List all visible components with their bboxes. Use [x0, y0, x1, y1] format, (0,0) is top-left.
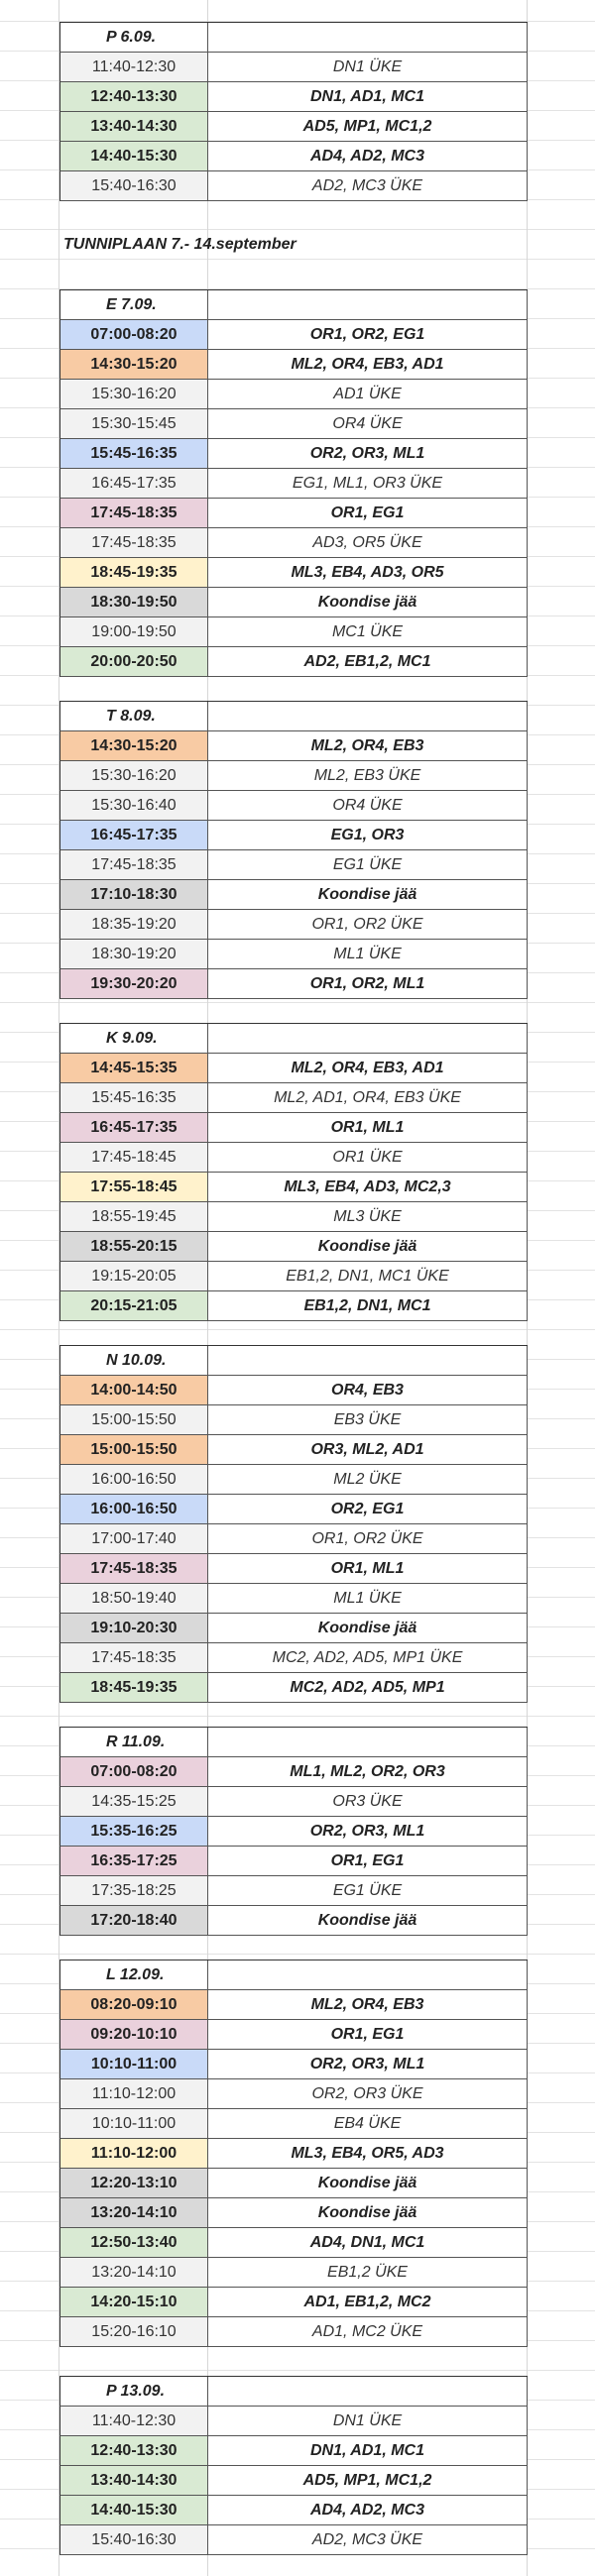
empty-cell[interactable] [208, 1960, 528, 1990]
time-cell[interactable]: 17:45-18:35 [60, 1643, 208, 1673]
groups-cell[interactable]: AD1 ÜKE [208, 380, 528, 409]
groups-cell[interactable]: OR1, OR2, ML1 [208, 969, 528, 999]
time-cell[interactable]: 07:00-08:20 [60, 1757, 208, 1787]
schedule-row [60, 2466, 528, 2496]
groups-cell[interactable]: AD4, AD2, MC3 [208, 142, 528, 171]
day-block [60, 22, 528, 201]
groups-cell[interactable]: Koondise jää [208, 588, 528, 617]
time-cell[interactable]: 15:40-16:30 [60, 171, 208, 201]
day-heading[interactable]: N 10.09. [60, 1346, 208, 1376]
time-cell[interactable]: 14:20-15:10 [60, 2288, 208, 2317]
groups-cell[interactable]: DN1, AD1, MC1 [208, 2436, 528, 2466]
schedule-row [60, 2288, 528, 2317]
time-cell[interactable]: 10:10-11:00 [60, 2109, 208, 2139]
schedule-row [60, 1584, 528, 1614]
schedule-title: TUNNIPLAAN 7.- 14.september [63, 236, 297, 253]
schedule-row [60, 2525, 528, 2555]
time-cell[interactable]: 13:20-14:10 [60, 2198, 208, 2228]
time-cell[interactable]: 07:00-08:20 [60, 320, 208, 350]
schedule-row [60, 2139, 528, 2169]
time-cell[interactable]: 19:30-20:20 [60, 969, 208, 999]
schedule-row [60, 1054, 528, 1083]
schedule-row [60, 1232, 528, 1262]
groups-cell[interactable]: OR2, EG1 [208, 1495, 528, 1524]
schedule-row [60, 821, 528, 850]
time-cell[interactable]: 16:00-16:50 [60, 1495, 208, 1524]
schedule-row [60, 1643, 528, 1673]
day-header-row [60, 1728, 528, 1757]
schedule-row [60, 1787, 528, 1817]
time-cell[interactable]: 11:40-12:30 [60, 53, 208, 82]
time-cell[interactable]: 18:45-19:35 [60, 558, 208, 588]
schedule-row [60, 171, 528, 201]
time-cell[interactable]: 18:30-19:50 [60, 588, 208, 617]
groups-cell[interactable]: OR4 ÜKE [208, 409, 528, 439]
day-header-row [60, 290, 528, 320]
groups-cell[interactable]: EG1 ÜKE [208, 1876, 528, 1906]
groups-cell[interactable]: OR1, ML1 [208, 1113, 528, 1143]
schedule-row [60, 2258, 528, 2288]
groups-cell[interactable]: EB1,2, DN1, MC1 [208, 1291, 528, 1321]
schedule-row [60, 880, 528, 910]
schedule-row [60, 2169, 528, 2198]
schedule-row [60, 588, 528, 617]
groups-cell[interactable]: AD1, EB1,2, MC2 [208, 2288, 528, 2317]
time-cell[interactable]: 15:30-16:40 [60, 791, 208, 821]
schedule-row [60, 1614, 528, 1643]
groups-cell[interactable]: DN1 ÜKE [208, 2407, 528, 2436]
time-cell[interactable]: 11:40-12:30 [60, 2407, 208, 2436]
groups-cell[interactable]: ML3, EB4, AD3, MC2,3 [208, 1173, 528, 1202]
day-heading[interactable]: P 6.09. [60, 23, 208, 53]
time-cell[interactable]: 18:30-19:20 [60, 940, 208, 969]
time-cell[interactable]: 13:20-14:10 [60, 2258, 208, 2288]
groups-cell[interactable]: AD2, MC3 ÜKE [208, 2525, 528, 2555]
time-cell[interactable]: 16:35-17:25 [60, 1847, 208, 1876]
groups-cell[interactable]: MC1 ÜKE [208, 617, 528, 647]
groups-cell[interactable]: EB3 ÜKE [208, 1405, 528, 1435]
time-cell[interactable]: 18:50-19:40 [60, 1584, 208, 1614]
time-cell[interactable]: 17:45-18:45 [60, 1143, 208, 1173]
time-cell[interactable]: 16:45-17:35 [60, 1113, 208, 1143]
day-header-row [60, 1024, 528, 1054]
schedule-row [60, 82, 528, 112]
schedule-row [60, 2407, 528, 2436]
time-cell[interactable]: 14:30-15:20 [60, 731, 208, 761]
schedule-row [60, 2317, 528, 2347]
schedule-row [60, 53, 528, 82]
schedule-row [60, 142, 528, 171]
groups-cell[interactable]: ML3, EB4, AD3, OR5 [208, 558, 528, 588]
time-cell[interactable]: 17:45-18:35 [60, 1554, 208, 1584]
groups-cell[interactable]: AD2, MC3 ÜKE [208, 171, 528, 201]
groups-cell[interactable]: Koondise jää [208, 1906, 528, 1936]
groups-cell[interactable]: EB1,2 ÜKE [208, 2258, 528, 2288]
day-block [60, 1960, 528, 2347]
groups-cell[interactable]: OR1, OR2 ÜKE [208, 1524, 528, 1554]
groups-cell[interactable]: AD5, MP1, MC1,2 [208, 2466, 528, 2496]
time-cell[interactable]: 16:45-17:35 [60, 821, 208, 850]
groups-cell[interactable]: OR3 ÜKE [208, 1787, 528, 1817]
schedule-row [60, 1143, 528, 1173]
day-heading[interactable]: T 8.09. [60, 702, 208, 731]
time-cell[interactable]: 12:40-13:30 [60, 2436, 208, 2466]
time-cell[interactable]: 13:40-14:30 [60, 112, 208, 142]
schedule-row [60, 1376, 528, 1405]
time-cell[interactable]: 09:20-10:10 [60, 2020, 208, 2050]
groups-cell[interactable]: MC2, AD2, AD5, MP1 ÜKE [208, 1643, 528, 1673]
time-cell[interactable]: 14:45-15:35 [60, 1054, 208, 1083]
groups-cell[interactable]: OR2, OR3, ML1 [208, 1817, 528, 1847]
time-cell[interactable]: 15:35-16:25 [60, 1817, 208, 1847]
schedule-row [60, 1906, 528, 1936]
schedule-row [60, 1083, 528, 1113]
time-cell[interactable]: 11:10-12:00 [60, 2079, 208, 2109]
time-cell[interactable]: 18:55-20:15 [60, 1232, 208, 1262]
day-heading[interactable]: R 11.09. [60, 1728, 208, 1757]
day-heading[interactable]: K 9.09. [60, 1024, 208, 1054]
time-cell[interactable]: 18:45-19:35 [60, 1673, 208, 1703]
groups-cell[interactable]: AD2, EB1,2, MC1 [208, 647, 528, 677]
groups-cell[interactable]: AD5, MP1, MC1,2 [208, 112, 528, 142]
time-cell[interactable]: 17:45-18:35 [60, 499, 208, 528]
time-cell[interactable]: 17:45-18:35 [60, 850, 208, 880]
time-cell[interactable]: 14:00-14:50 [60, 1376, 208, 1405]
groups-cell[interactable]: DN1, AD1, MC1 [208, 82, 528, 112]
groups-cell[interactable]: Koondise jää [208, 2169, 528, 2198]
time-cell[interactable]: 19:15-20:05 [60, 1262, 208, 1291]
groups-cell[interactable]: ML1 ÜKE [208, 1584, 528, 1614]
schedule-row [60, 910, 528, 940]
groups-cell[interactable]: ML1 ÜKE [208, 940, 528, 969]
day-header-row [60, 702, 528, 731]
schedule-row [60, 940, 528, 969]
schedule-row [60, 1673, 528, 1703]
schedule-row [60, 1202, 528, 1232]
groups-cell[interactable]: AD4, DN1, MC1 [208, 2228, 528, 2258]
time-cell[interactable]: 15:30-16:20 [60, 380, 208, 409]
schedule-row [60, 350, 528, 380]
time-cell[interactable]: 14:35-15:25 [60, 1787, 208, 1817]
time-cell[interactable]: 17:35-18:25 [60, 1876, 208, 1906]
groups-cell[interactable]: ML3, EB4, OR5, AD3 [208, 2139, 528, 2169]
time-cell[interactable]: 15:00-15:50 [60, 1405, 208, 1435]
time-cell[interactable]: 14:40-15:30 [60, 2496, 208, 2525]
day-heading[interactable]: P 13.09. [60, 2377, 208, 2407]
time-cell[interactable]: 13:40-14:30 [60, 2466, 208, 2496]
day-heading[interactable]: E 7.09. [60, 290, 208, 320]
schedule-row [60, 409, 528, 439]
time-cell[interactable]: 15:40-16:30 [60, 2525, 208, 2555]
groups-cell[interactable]: MC2, AD2, AD5, MP1 [208, 1673, 528, 1703]
groups-cell[interactable]: OR1 ÜKE [208, 1143, 528, 1173]
groups-cell[interactable]: ML2, AD1, OR4, EB3 ÜKE [208, 1083, 528, 1113]
schedule-row [60, 647, 528, 677]
time-cell[interactable]: 17:00-17:40 [60, 1524, 208, 1554]
groups-cell[interactable]: OR1, EG1 [208, 499, 528, 528]
time-cell[interactable]: 20:15-21:05 [60, 1291, 208, 1321]
groups-cell[interactable]: OR1, EG1 [208, 2020, 528, 2050]
schedule-row [60, 617, 528, 647]
time-cell[interactable]: 14:40-15:30 [60, 142, 208, 171]
empty-cell[interactable] [208, 1024, 528, 1054]
time-cell[interactable]: 14:30-15:20 [60, 350, 208, 380]
groups-cell[interactable]: OR1, ML1 [208, 1554, 528, 1584]
groups-cell[interactable]: EG1 ÜKE [208, 850, 528, 880]
schedule-row [60, 2436, 528, 2466]
time-cell[interactable]: 19:00-19:50 [60, 617, 208, 647]
empty-cell[interactable] [208, 702, 528, 731]
empty-cell[interactable] [208, 1728, 528, 1757]
schedule-row [60, 1847, 528, 1876]
schedule-row [60, 2050, 528, 2079]
time-cell[interactable]: 17:45-18:35 [60, 528, 208, 558]
empty-cell[interactable] [208, 290, 528, 320]
day-header-row [60, 1346, 528, 1376]
day-block [60, 1023, 528, 1321]
schedule-row [60, 2079, 528, 2109]
groups-cell[interactable]: ML2, OR4, EB3 [208, 1990, 528, 2020]
schedule-row [60, 1495, 528, 1524]
groups-cell[interactable]: ML2, OR4, EB3, AD1 [208, 350, 528, 380]
time-cell[interactable]: 12:20-13:10 [60, 2169, 208, 2198]
time-cell[interactable]: 20:00-20:50 [60, 647, 208, 677]
day-block [60, 289, 528, 677]
time-cell[interactable]: 18:55-19:45 [60, 1202, 208, 1232]
groups-cell[interactable]: ML1, ML2, OR2, OR3 [208, 1757, 528, 1787]
schedule-row [60, 1990, 528, 2020]
time-cell[interactable]: 15:20-16:10 [60, 2317, 208, 2347]
schedule-row [60, 320, 528, 350]
time-cell[interactable]: 16:00-16:50 [60, 1465, 208, 1495]
time-cell[interactable]: 18:35-19:20 [60, 910, 208, 940]
groups-cell[interactable]: ML2 ÜKE [208, 1465, 528, 1495]
schedule-row [60, 439, 528, 469]
groups-cell[interactable]: Koondise jää [208, 1614, 528, 1643]
time-cell[interactable]: 12:50-13:40 [60, 2228, 208, 2258]
schedule-row [60, 2109, 528, 2139]
schedule-row [60, 1554, 528, 1584]
time-cell[interactable]: 15:45-16:35 [60, 439, 208, 469]
time-cell[interactable]: 08:20-09:10 [60, 1990, 208, 2020]
day-heading[interactable]: L 12.09. [60, 1960, 208, 1990]
time-cell[interactable]: 12:40-13:30 [60, 82, 208, 112]
time-cell[interactable]: 17:20-18:40 [60, 1906, 208, 1936]
schedule-row [60, 2228, 528, 2258]
empty-cell[interactable] [208, 23, 528, 53]
time-cell[interactable]: 11:10-12:00 [60, 2139, 208, 2169]
schedule-row [60, 1262, 528, 1291]
groups-cell[interactable]: OR1, OR2 ÜKE [208, 910, 528, 940]
day-block [60, 701, 528, 999]
schedule-row [60, 469, 528, 499]
day-header-row [60, 2377, 528, 2407]
schedule-row [60, 112, 528, 142]
schedule-row [60, 1435, 528, 1465]
schedule-row [60, 791, 528, 821]
groups-cell[interactable]: DN1 ÜKE [208, 53, 528, 82]
groups-cell[interactable]: OR3, ML2, AD1 [208, 1435, 528, 1465]
day-header-row [60, 23, 528, 53]
time-cell[interactable]: 10:10-11:00 [60, 2050, 208, 2079]
time-cell[interactable]: 15:00-15:50 [60, 1435, 208, 1465]
schedule-row [60, 1757, 528, 1787]
groups-cell[interactable]: ML3 ÜKE [208, 1202, 528, 1232]
groups-cell[interactable]: OR2, OR3, ML1 [208, 2050, 528, 2079]
day-block [60, 1345, 528, 1703]
groups-cell[interactable]: ML2, EB3 ÜKE [208, 761, 528, 791]
schedule-row [60, 499, 528, 528]
schedule-row [60, 1876, 528, 1906]
day-block [60, 2376, 528, 2555]
time-cell[interactable]: 15:45-16:35 [60, 1083, 208, 1113]
groups-cell[interactable]: Koondise jää [208, 2198, 528, 2228]
empty-cell[interactable] [208, 1346, 528, 1376]
schedule-row [60, 1524, 528, 1554]
schedule-row [60, 731, 528, 761]
schedule-row [60, 1405, 528, 1435]
schedule-row [60, 1817, 528, 1847]
groups-cell[interactable]: OR1, OR2, EG1 [208, 320, 528, 350]
schedule-row [60, 558, 528, 588]
schedule-row [60, 1465, 528, 1495]
groups-cell[interactable]: OR2, OR3, ML1 [208, 439, 528, 469]
schedule-row [60, 1291, 528, 1321]
schedule-row [60, 761, 528, 791]
groups-cell[interactable]: OR1, EG1 [208, 1847, 528, 1876]
schedule-row [60, 1113, 528, 1143]
schedule-row [60, 850, 528, 880]
groups-cell[interactable]: ML2, OR4, EB3 [208, 731, 528, 761]
time-cell[interactable]: 15:30-15:45 [60, 409, 208, 439]
time-cell[interactable]: 16:45-17:35 [60, 469, 208, 499]
groups-cell[interactable]: AD4, AD2, MC3 [208, 2496, 528, 2525]
groups-cell[interactable]: Koondise jää [208, 1232, 528, 1262]
groups-cell[interactable]: EB4 ÜKE [208, 2109, 528, 2139]
groups-cell[interactable]: EG1, OR3 [208, 821, 528, 850]
schedule-row [60, 2198, 528, 2228]
time-cell[interactable]: 15:30-16:20 [60, 761, 208, 791]
groups-cell[interactable]: OR2, OR3 ÜKE [208, 2079, 528, 2109]
schedule-row [60, 2496, 528, 2525]
groups-cell[interactable]: Koondise jää [208, 880, 528, 910]
groups-cell[interactable]: AD1, MC2 ÜKE [208, 2317, 528, 2347]
day-block [60, 1727, 528, 1936]
empty-cell[interactable] [208, 2377, 528, 2407]
groups-cell[interactable]: ML2, OR4, EB3, AD1 [208, 1054, 528, 1083]
groups-cell[interactable]: EG1, ML1, OR3 ÜKE [208, 469, 528, 499]
schedule-row [60, 380, 528, 409]
schedule-row [60, 969, 528, 999]
groups-cell[interactable]: AD3, OR5 ÜKE [208, 528, 528, 558]
day-header-row [60, 1960, 528, 1990]
groups-cell[interactable]: EB1,2, DN1, MC1 ÜKE [208, 1262, 528, 1291]
time-cell[interactable]: 17:55-18:45 [60, 1173, 208, 1202]
time-cell[interactable]: 17:10-18:30 [60, 880, 208, 910]
time-cell[interactable]: 19:10-20:30 [60, 1614, 208, 1643]
groups-cell[interactable]: OR4, EB3 [208, 1376, 528, 1405]
schedule-row [60, 528, 528, 558]
schedule-row [60, 1173, 528, 1202]
schedule-row [60, 2020, 528, 2050]
groups-cell[interactable]: OR4 ÜKE [208, 791, 528, 821]
